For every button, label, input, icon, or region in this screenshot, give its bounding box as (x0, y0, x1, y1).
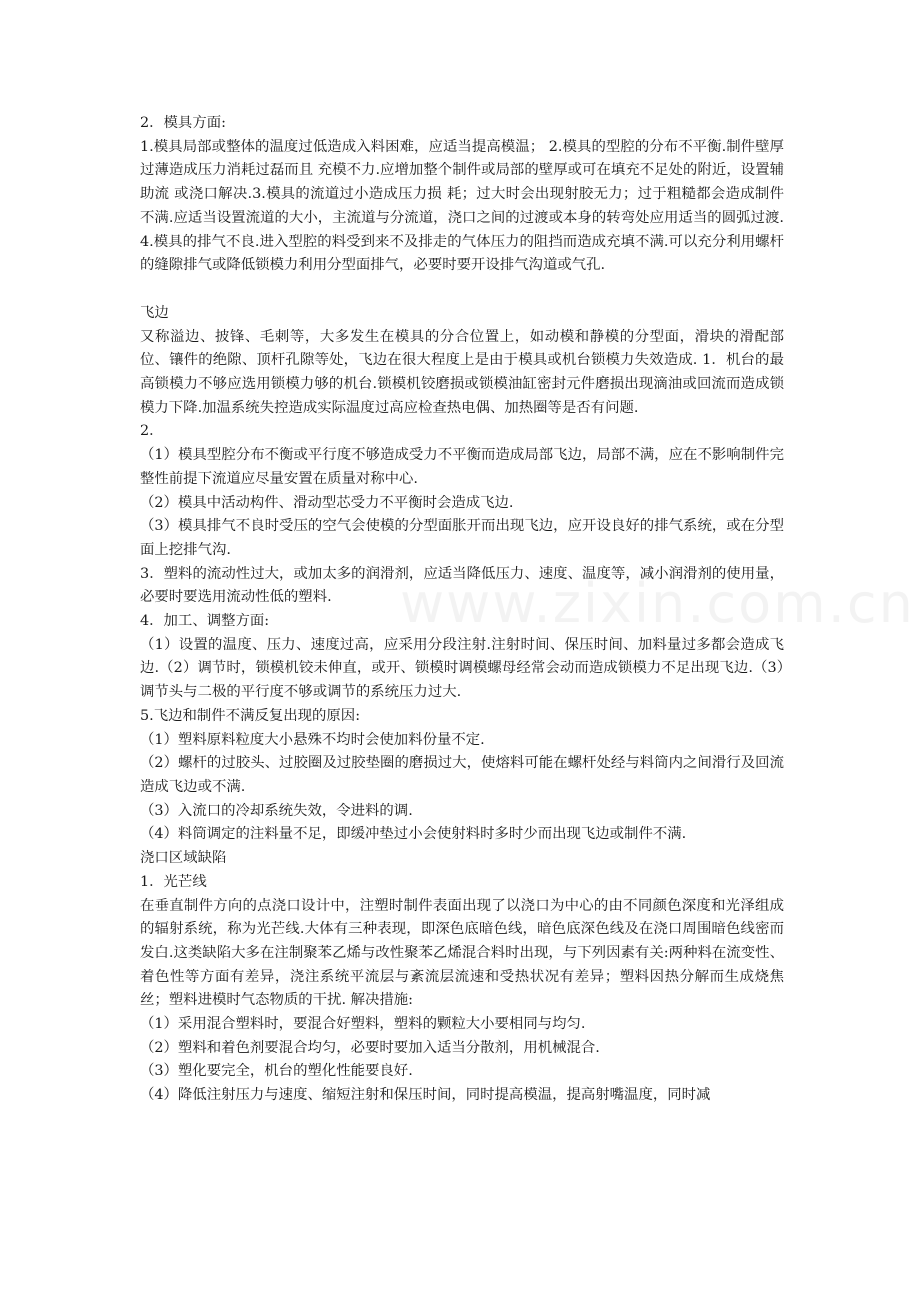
flash-point-3: 3．塑料的流动性过大，或加太多的润滑剂，应适当降低压力、速度、温度等，减小润滑剂的使用量，必要时要选用流动性低的塑料. (140, 565, 784, 606)
section-title-gate-defects: 浇口区域缺陷 (140, 850, 227, 867)
gate-measure-2: （2）塑料和着色剂要混合均匀，必要时要加入适当分散剂，用机械混合. (140, 1039, 600, 1056)
flash-intro-paragraph: 又称溢边、披锋、毛刺等，大多发生在模具的分合位置上，如动模和静模的分型面，滑块的滑配部位、镶件的绝隙、顶杆孔隙等处，飞边在很大程度上是由于模具或机台锁模力失效造成. 1．机台的最高锁模力不够应选用锁模力够的机台.锁模机铰磨损或锁模油缸密封元件磨损出现滴油或回流而造成锁模力下降.加温系统失控造成实际温度过高应检查热电偶、加热圈等是否有问题. (140, 328, 784, 416)
gate-measure-1: （1）采用混合塑料时，要混合好塑料，塑料的颗粒大小要相同与均匀. (140, 1016, 586, 1033)
flash-point-5-item-4: （4）料筒调定的注料量不足，即缓冲垫过小会使射料时多时少而出现飞边或制件不满. (140, 826, 687, 843)
flash-point-5-item-1: （1）塑料原料粒度大小悬殊不均时会使加料份量不定. (140, 731, 485, 748)
section-heading-mold: 2．模具方面: (140, 115, 226, 131)
flash-point-2-item-1: （1）模具型腔分布不衡或平行度不够造成受力不平衡而造成局部飞边，局部不满，应在不影响制件完整性前提下流道应尽量安置在质量对称中心. (140, 447, 784, 487)
mold-paragraph: 1.模具局部或整体的温度过低造成入料困难，应适当提高模温； 2.模具的型腔的分布不平衡.制件壁厚过薄造成压力消耗过磊而且 充模不力.应增加整个制件或局部的壁厚或可在填充不足处的附近，设置辅助流 或浇口解决.3.模具的流道过小造成压力损 耗；过大时会出现射胶无力；过于粗糙都会造成制件不满.应适当设置流道的大小，主流道与分流道，浇口之间的过渡或本身的转弯处应用适当的圆弧过渡. 4.模具的排气不良.进入型腔的料受到来不及排走的气体压力的阻挡而造成充填不满.可以充分利用螺杆的缝隙排气或降低锁模力利用分型面排气，必要时要开设排气沟道或气孔. (140, 138, 784, 274)
gate-subtitle-ray-lines: 1．光芒线 (140, 873, 207, 890)
flash-point-2-item-3: （3）模具排气不良时受压的空气会使模的分型面胀开而出现飞边，应开设良好的排气系统，或在分型面上挖排气沟. (140, 518, 784, 558)
flash-point-4-body: （1）设置的温度、压力、速度过高，应采用分段注射.注射时间、保压时间、加料量过多都会造成飞边.（2）调节时，锁模机铰未伸直，或开、锁模时调模螺母经常会动而造成锁模力不足出现飞边.（3）调节头与二极的平行度不够或调节的系统压力过大. (140, 636, 784, 701)
flash-point-5-item-3: （3）入流口的冷却系统失效，令进料的调. (140, 802, 413, 819)
gate-measure-3: （3）塑化要完全，机台的塑化性能要良好. (140, 1063, 413, 1080)
section-title-flash: 飞边 (140, 304, 169, 321)
flash-point-5-item-2: （2）螺杆的过胶头、过胶圈及过胶垫圈的磨损过大，使熔料可能在螺杆处经与料筒内之间滑行及回流造成飞边或不满. (140, 755, 784, 795)
flash-point-5-heading: 5.飞边和制件不满反复出现的原因: (140, 707, 361, 724)
flash-point-2-item-2: （2）模具中活动构件、滑动型芯受力不平衡时会造成飞边. (140, 494, 514, 511)
gate-measure-4: （4）降低注射压力与速度、缩短注射和保压时间，同时提高模温，提高射嘴温度，同时减 (140, 1087, 711, 1104)
gate-paragraph: 在垂直制件方向的点浇口设计中，注塑时制件表面出现了以浇口为中心的由不同颜色深度和光泽组成的辐射系统，称为光芒线.大体有三种表现，即深色底暗色线，暗色底深色线及在浇口周围暗色线密而发白.这类缺陷大多在注制聚苯乙烯与改性聚苯乙烯混合料时出现，与下列因素有关:两种料在流变性、着色性等方面有差异，浇注系统平流层与紊流层流速和受热状况有差异；塑料因热分解而生成烧焦丝；塑料进模时气态物质的干扰. 解决措施: (140, 897, 784, 1009)
document-body (140, 112, 784, 1108)
flash-point-2-number: 2． (140, 423, 164, 440)
flash-point-4-heading: 4．加工、调整方面: (140, 613, 270, 630)
section-gap (140, 278, 784, 302)
